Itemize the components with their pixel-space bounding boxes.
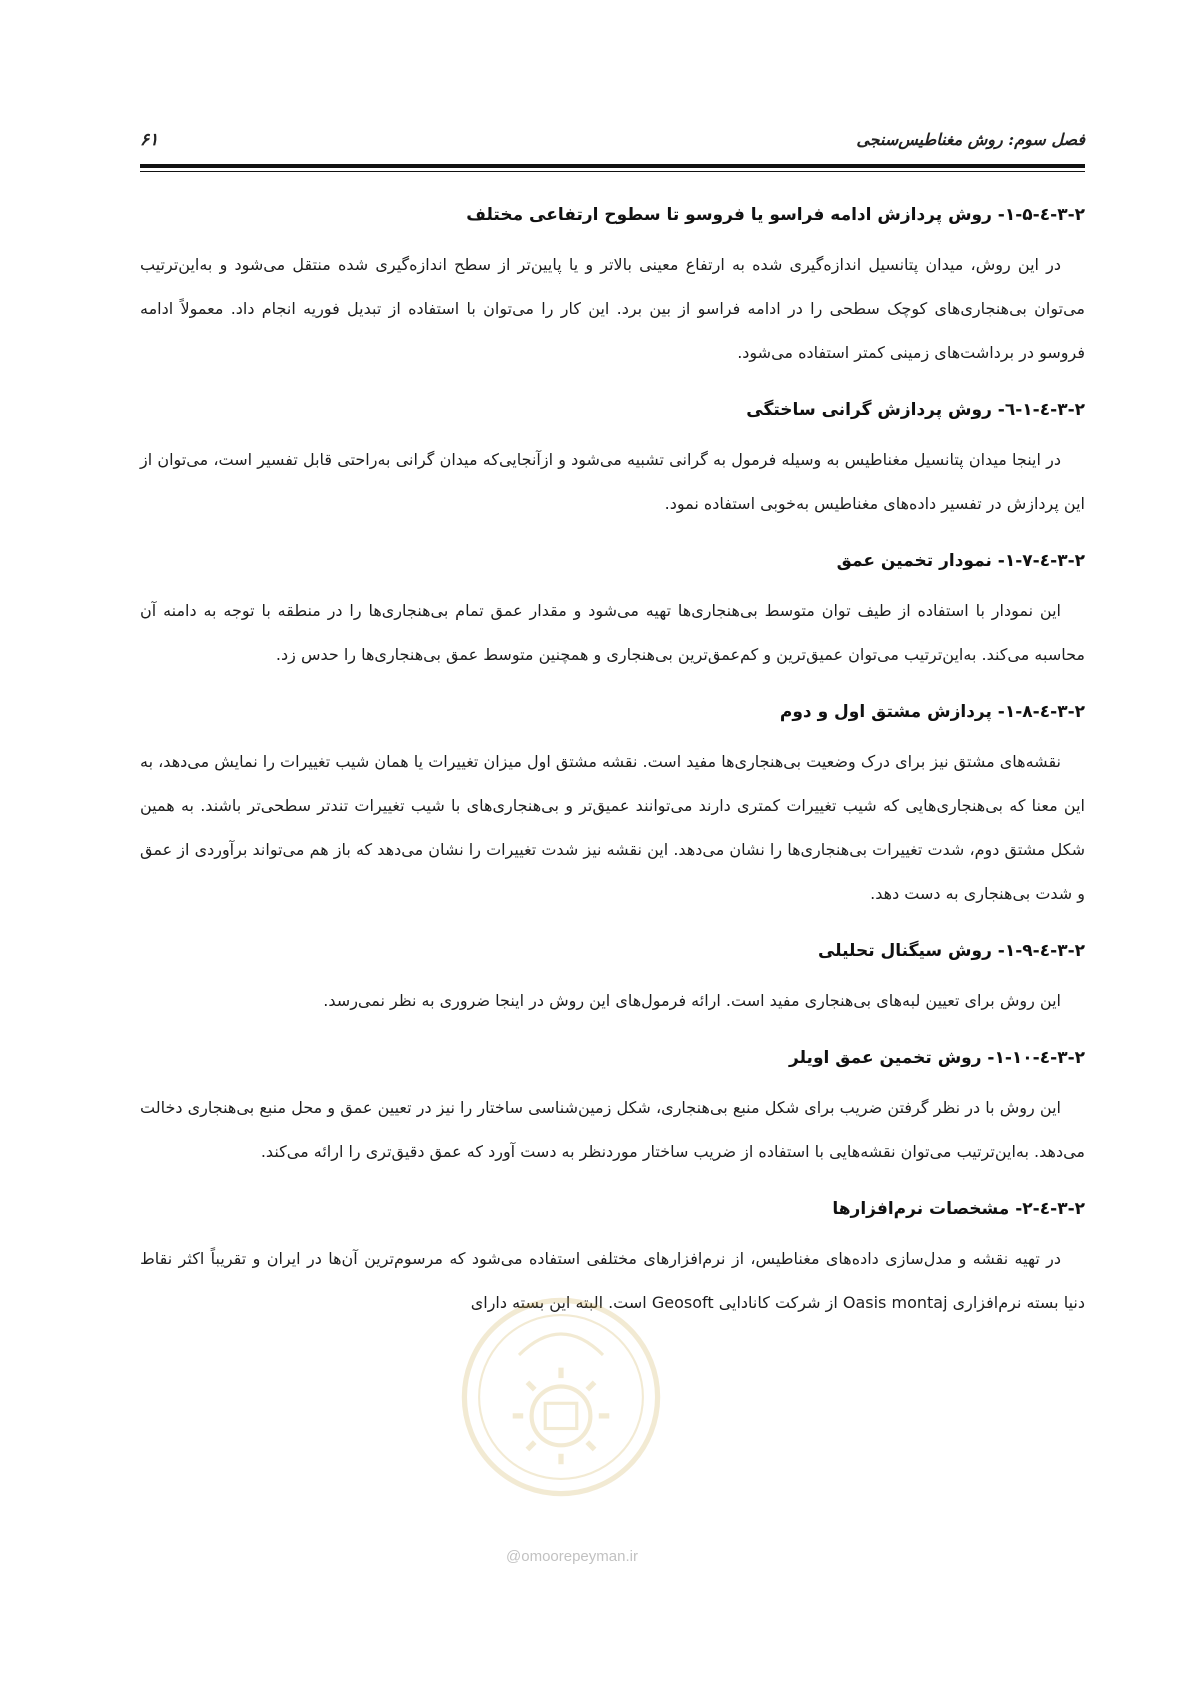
section-8 <box>140 697 1085 916</box>
section-paragraph: این نمودار با استفاده از طیف توان متوسط بی‌هنجاری‌ها تهیه می‌شود و مقدار عمق تمام بی‌هنجاری‌ها را در منطقه با توجه به دامنه آن محاسبه می‌کند. به‌این‌ترتیب می‌توان عمیق‌ترین و کم‌عمق‌ترین بی‌هنجاری و همچنین متوسط عمق بی‌هنجاری‌ها را حدس زد. <box>140 601 1085 664</box>
section-paragraph: در تهیه نقشه و مدل‌سازی داده‌های مغناطیس، از نرم‌افزارهای مختلفی استفاده می‌شود که مرسوم‌ترین آن‌ها در ایران و تقریباً اکثر نقاط دنیا بسته نرم‌افزاری Oasis montaj از شرکت کانادایی Geosoft است. البته این بسته دارای <box>140 1249 1085 1312</box>
section-5 <box>140 200 1085 375</box>
section-7 <box>140 546 1085 677</box>
section-heading: ۳-۲-٤-۱-۵- روش پردازش ادامه فراسو یا فروسو تا سطوح ارتفاعی مختلف <box>466 205 1085 225</box>
section-heading: ۳-۲-٤-۱-٦- روش پردازش گرانی ساختگی <box>746 400 1085 420</box>
section-paragraph: نقشه‌های مشتق نیز برای درک وضعیت بی‌هنجاری‌ها مفید است. نقشه مشتق اول میزان تغییرات یا همان شیب تغییرات را نمایش می‌دهد، به این معنا که بی‌هنجاری‌هایی که شیب تغییرات کمتری دارند می‌توانند عمیق‌تر و بی‌هنجاری‌های با شیب تغییرات تندتر سطحی‌تر باشند. به همین شکل مشتق دوم، شدت تغییرات بی‌هنجاری‌ها را نشان می‌دهد. این نقشه نیز شدت تغییرات را نشان می‌دهد که باز هم می‌تواند برآوردی از عمق و شدت بی‌هنجاری به دست دهد. <box>140 752 1085 903</box>
section-paragraph: در اینجا میدان پتانسیل مغناطیس به وسیله فرمول به گرانی تشبیه می‌شود و ازآنجایی‌که میدان گرانی به‌راحتی قابل تفسیر است، می‌توان از این پردازش در تفسیر داده‌های مغناطیس به‌خوبی استفاده نمود. <box>140 450 1085 513</box>
section-heading: ۳-۲-٤-۱-۷- نمودار تخمین عمق <box>836 551 1085 571</box>
page-header <box>140 128 1085 158</box>
page-number: ۶۱ <box>140 130 159 150</box>
header-rule-thin <box>140 171 1085 172</box>
section-paragraph: این روش برای تعیین لبه‌های بی‌هنجاری مفید است. ارائه فرمول‌های این روش در اینجا ضروری به نظر نمی‌رسد. <box>323 991 1061 1010</box>
section-paragraph: در این روش، میدان پتانسیل اندازه‌گیری شده به ارتفاع معینی بالاتر و یا پایین‌تر از سطح اندازه‌گیری شده منتقل می‌شود و به‌این‌ترتیب می‌توان بی‌هنجاری‌های کوچک سطحی را در ادامه فراسو از بین برد. این کار را می‌توان با استفاده از تبدیل فوریه انجام داد. معمولاً ادامه فروسو در برداشت‌های زمینی کمتر استفاده می‌شود. <box>140 255 1085 362</box>
section-heading: ۳-۲-٤-۲- مشخصات نرم‌افزارها <box>832 1199 1085 1219</box>
section-9 <box>140 936 1085 1023</box>
header-rule-thick <box>140 164 1085 168</box>
section-6 <box>140 395 1085 526</box>
chapter-title: فصل سوم: روش مغناطیس‌سنجی <box>856 130 1085 149</box>
section-software <box>140 1194 1085 1325</box>
section-heading: ۳-۲-٤-۱-۹- روش سیگنال تحلیلی <box>817 941 1085 961</box>
section-paragraph: این روش با در نظر گرفتن ضریب برای شکل منبع بی‌هنجاری، شکل زمین‌شناسی ساختار را نیز در تعیین عمق و محل منبع بی‌هنجاری دخالت می‌دهد. به‌این‌ترتیب می‌توان نقشه‌هایی با استفاده از ضریب ساختار موردنظر به دست آورد که عمق دقیق‌تری را ارائه می‌کند. <box>140 1098 1085 1161</box>
section-heading: ۳-۲-٤-۱-۸- پردازش مشتق اول و دوم <box>779 702 1085 722</box>
page-content <box>140 200 1085 1345</box>
section-heading: ۳-۲-٤-۱-۱۰- روش تخمین عمق اویلر <box>789 1048 1085 1068</box>
watermark-url: @omoorepeyman.ir <box>506 1548 638 1565</box>
section-10 <box>140 1043 1085 1174</box>
